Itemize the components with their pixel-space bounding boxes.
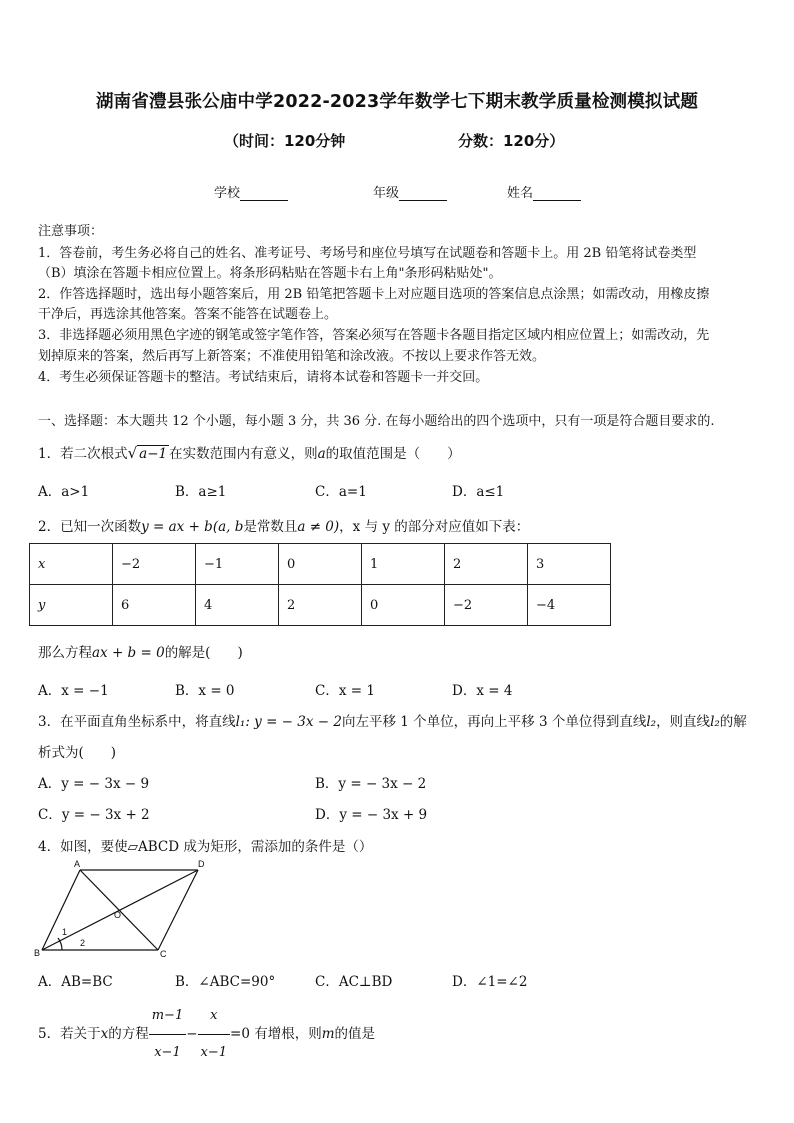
- fraction-1: $\frac{m-1}{x-1}$: [149, 998, 187, 1071]
- q3-option-c: C．y = − 3x + 2: [38, 807, 150, 823]
- note-line: 2．作答选择题时，选出每小题答案后，用 2B 铅笔把答题卡上对应题目选项的答案信息点涂黑；如需改动，用橡皮擦: [38, 287, 710, 302]
- table-cell: 0: [279, 544, 362, 585]
- q2-option-b: B．x = 0: [175, 683, 235, 699]
- q1-option-d: D．a≤1: [452, 484, 505, 500]
- q2-question: 那么方程ax + b = 0的解是( ): [38, 645, 243, 661]
- q3-option-b: B．y = − 3x − 2: [315, 776, 427, 792]
- grade-field: 年级: [373, 182, 447, 201]
- q3-option-a: A．y = − 3x − 9: [38, 776, 150, 792]
- question-5: 5．若关于x的方程 $\frac{m-1}{x-1}$ − $\frac{x}{x-1}$ =0 有增根，则m的值是: [38, 998, 375, 1071]
- exam-time: （时间：120分钟: [224, 132, 346, 150]
- table-cell: −1: [196, 544, 279, 585]
- question-1: 1．若二次根式√ a−1 在实数范围内有意义，则a的取值范围是（ ）: [38, 444, 461, 462]
- table-cell: 0: [362, 585, 445, 626]
- q4-option-b: B．∠ABC=90°: [175, 974, 276, 990]
- note-line: 4．考生必须保证答题卡的整洁。考试结束后，请将本试卷和答题卡一并交回。: [38, 370, 489, 385]
- section-heading: 一、选择题：本大题共 12 个小题，每小题 3 分，共 36 分. 在每小题给出的四个选项中，只有一项是符合题目要求的.: [38, 414, 715, 429]
- label-c: C: [160, 949, 167, 959]
- table-cell: 4: [196, 585, 279, 626]
- value-table: [29, 543, 611, 626]
- edge-ba: [42, 870, 80, 950]
- exam-score: 分数：120分）: [458, 132, 565, 150]
- question-2: 2．已知一次函数y = ax + b(a, b是常数且a ≠ 0)，x 与 y 的部分对应值如下表：: [38, 519, 530, 535]
- label-a: A: [74, 859, 81, 869]
- q2-option-a: A．x = −1: [38, 683, 109, 699]
- q1-option-a: A．a>1: [38, 484, 90, 500]
- table-cell: 1: [362, 544, 445, 585]
- table-cell: x: [30, 544, 113, 585]
- q1-option-c: C．a=1: [315, 484, 367, 500]
- note-line: （B）填涂在答题卡相应位置上。将条形码粘贴在答题卡右上角"条形码粘贴处"。: [38, 266, 502, 281]
- table-row: [30, 544, 611, 585]
- grade-blank: [399, 186, 447, 201]
- q1-option-b: B．a≥1: [175, 484, 227, 500]
- table-cell: −2: [445, 585, 528, 626]
- q3-option-d: D．y = − 3x + 9: [315, 807, 428, 823]
- edge-dc: [158, 870, 198, 950]
- radicand: a−1: [139, 446, 168, 462]
- label-1: 1: [62, 927, 68, 937]
- table-cell: 3: [528, 544, 611, 585]
- label-2: 2: [80, 938, 86, 948]
- table-row: [30, 585, 611, 626]
- table-cell: 2: [445, 544, 528, 585]
- q2-option-c: C．x = 1: [315, 683, 375, 699]
- name-field: 姓名: [507, 182, 581, 201]
- notes-heading: 注意事项：: [38, 224, 104, 239]
- label-b: B: [34, 948, 41, 958]
- note-line: 3．非选择题必须用黑色字迹的钢笔或签字笔作答，答案必须写在答题卡各题目指定区域内相应位置上；如需改动，先: [38, 328, 710, 343]
- note-line: 干净后，再选涂其他答案。答案不能答在试题卷上。: [38, 307, 338, 322]
- table-cell: −4: [528, 585, 611, 626]
- parallelogram-figure: [32, 858, 212, 960]
- q4-option-c: C．AC⊥BD: [315, 974, 393, 990]
- school-field: 学校: [214, 182, 288, 201]
- page-title: 湖南省澧县张公庙中学2022-2023学年数学七下期末教学质量检测模拟试题: [95, 92, 699, 112]
- question-4: 4．如图，要使▱ABCD 成为矩形，需添加的条件是（）: [38, 839, 373, 855]
- table-cell: 6: [113, 585, 196, 626]
- question-3: 3．在平面直角坐标系中，将直线l₁: y = − 3x − 2向左平移 1 个单位，再向上平移 3 个单位得到直线l₂，则直线l₂的解: [38, 714, 747, 730]
- q4-option-d: D．∠1=∠2: [452, 974, 528, 990]
- q2-option-d: D．x = 4: [452, 683, 513, 699]
- table-cell: y: [30, 585, 113, 626]
- note-line: 划掉原来的答案，然后再写上新答案；不准使用铅笔和涂改液。不按以上要求作答无效。: [38, 349, 546, 364]
- name-blank: [533, 186, 581, 201]
- table-cell: 2: [279, 585, 362, 626]
- note-line: 1．答卷前，考生务必将自己的姓名、准考证号、考场号和座位号填写在试题卷和答题卡上。用 2B 铅笔将试卷类型: [38, 246, 697, 261]
- table-cell: −2: [113, 544, 196, 585]
- label-d: D: [198, 859, 205, 869]
- q4-option-a: A．AB=BC: [38, 974, 113, 990]
- school-blank: [240, 186, 288, 201]
- label-o: O: [114, 910, 122, 920]
- fraction-2: $\frac{x}{x-1}$: [198, 998, 231, 1071]
- question-3-cont: 析式为( ): [38, 745, 117, 761]
